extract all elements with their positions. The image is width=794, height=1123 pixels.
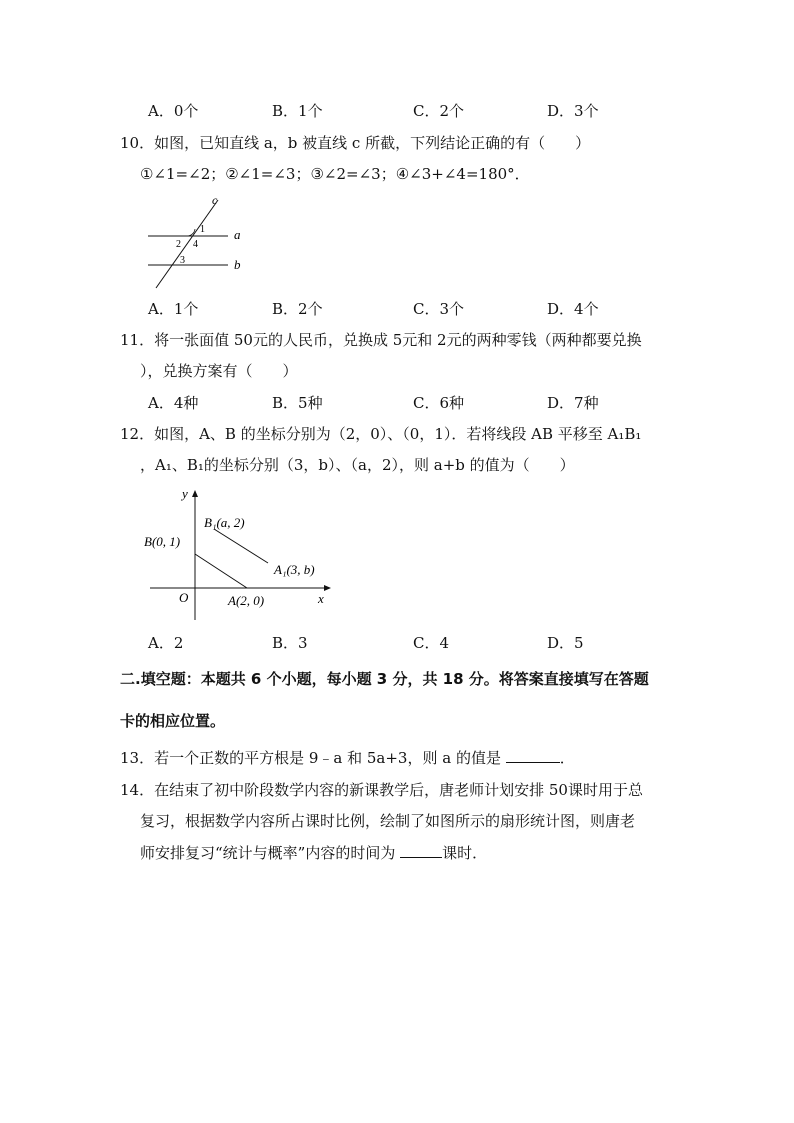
q12-option-d: D．5 [547,634,584,652]
q9-option-c: C．2个 [413,102,465,120]
label-c: c [212,193,218,207]
q9-option-a: A．0个 [148,102,199,120]
q10-option-c: C．3个 [413,300,465,318]
q9-option-b: B．1个 [272,102,323,120]
q10-conditions: ①∠1=∠2；②∠1=∠3；③∠2=∠3；④∠3+∠4=180°． [140,165,530,183]
q11-option-a: A．4种 [148,394,199,412]
q12-option-b: B．3 [272,634,308,652]
angle-2: 2 [176,239,181,250]
q10-option-a: A．1个 [148,300,199,318]
q14-stem-line3 [140,843,487,863]
point-a1-label: A₁(3, b) [274,562,315,577]
q11-stem-line1: 11．将一张面值 50元的人民币，兑换成 5元和 2元的两种零钱（两种都要兑换 [120,331,642,349]
q14-stem-line1: 14．在结束了初中阶段数学内容的新课教学后，唐老师计划安排 50课时用于总 [120,781,643,799]
q12-option-a: A．2 [148,634,184,652]
q14-answer-blank [400,843,442,858]
q10-figure [140,192,260,292]
point-b-label: B(0, 1) [144,534,181,549]
q10-stem: 10．如图，已知直线 a，b 被直线 c 所截，下列结论正确的有（ ） [120,134,591,152]
q12-stem-line1: 12．如图，A、B 的坐标分别为（2，0）、（0，1）．若将线段 AB 平移至 A₁B₁ [120,425,642,443]
segment-ab [195,554,247,588]
q13-answer-blank [506,748,560,763]
angle-1: 1 [200,224,205,235]
q13-stem [120,748,575,768]
q11-option-b: B．5种 [272,394,323,412]
angle-3: 3 [180,255,185,266]
point-a-label: A(2, 0) [228,593,265,608]
label-a: a [234,227,241,242]
q14-stem-end: 课时． [442,844,488,862]
q14-stem-text: 师安排复习“统计与概率”内容的时间为 [140,844,396,862]
q13-stem-end: ． [559,749,575,767]
label-b: b [234,257,241,272]
q11-stem-line2: ），兑换方案有（ ） [140,362,298,380]
q11-option-d: D．7种 [547,394,599,412]
q9-option-d: D．3个 [547,102,599,120]
x-axis-label: x [318,591,324,606]
q12-option-c: C．4 [413,634,450,652]
q10-option-b: B．2个 [272,300,323,318]
section-heading-line2: 卡的相应位置。 [120,712,226,730]
section-heading-line1: 二.填空题：本题共 6 个小题，每小题 3 分，共 18 分。将答案直接填写在答题 [120,670,649,688]
y-axis-label: y [182,486,188,501]
angle-4: 4 [193,239,198,250]
point-b1-label: B₁(a, 2) [204,515,245,530]
q13-stem-text: 13．若一个正数的平方根是 9﹣a 和 5a+3，则 a 的值是 [120,749,501,767]
segment-a1b1 [214,529,268,563]
q11-option-c: C．6种 [413,394,465,412]
q12-stem-line2: ，A₁、B₁的坐标分别（3，b）、（a，2），则 a+b 的值为（ ） [140,456,575,474]
line-c [156,200,218,288]
origin-label: O [179,590,189,605]
q10-option-d: D．4个 [547,300,599,318]
q12-figure [140,485,340,625]
q14-stem-line2: 复习，根据数学内容所占课时比例，绘制了如图所示的扇形统计图，则唐老 [140,812,636,830]
